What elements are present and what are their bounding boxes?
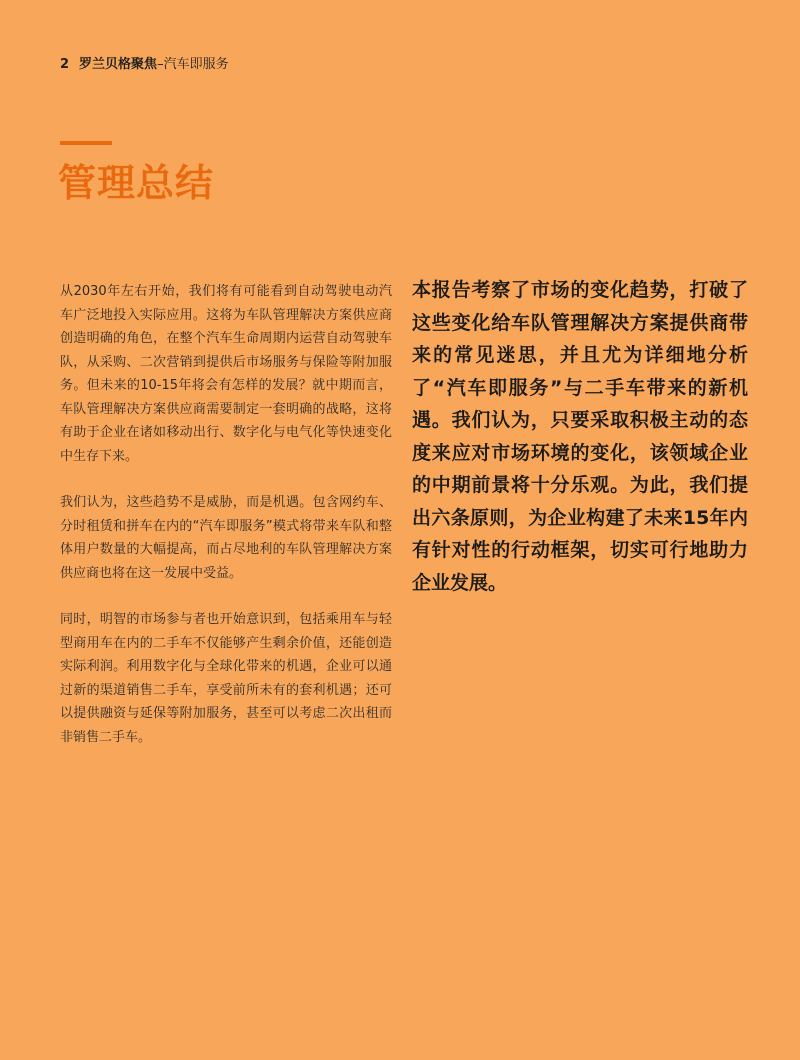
- body-column: [60, 280, 392, 772]
- title-accent-rule: [60, 141, 112, 145]
- running-header: [60, 56, 229, 74]
- page-title: 管理总结: [58, 161, 215, 205]
- body-paragraph: 同时，明智的市场参与者也开始意识到，包括乘用车与轻型商用车在内的二手车不仅能够产生剩余价值，还能创造实际利润。利用数字化与全球化带来的机遇，企业可以通过新的渠道销售二手车，享受前所未有的套利机遇；还可以提供融资与延保等附加服务，甚至可以考虑二次出租而非销售二手车。: [60, 612, 392, 745]
- page-number: 2: [60, 57, 70, 72]
- body-paragraph: 我们认为，这些趋势不是威胁，而是机遇。包含网约车、分时租赁和拼车在内的“汽车即服务”模式将带来车队和整体用户数量的大幅提高，而占尽地利的车队管理解决方案供应商也将在这一发展中受益。: [60, 495, 392, 581]
- brand-name: 罗兰贝格聚焦: [79, 57, 158, 72]
- lead-summary: 本报告考察了市场的变化趋势，打破了这些变化给车队管理解决方案提供商带来的常见迷思，并且尤为详细地分析了“汽车即服务”与二手车带来的新机遇。我们认为，只要采取积极主动的态度来应对市场环境的变化，该领域企业的中期前景将十分乐观。为此，我们提出六条原则，为企业构建了未来15年内有针对性的行动框架，切实可行地助力企业发展。: [412, 279, 748, 594]
- header-separator: –: [157, 57, 164, 72]
- body-paragraph: 从2030年左右开始，我们将有可能看到自动驾驶电动汽车广泛地投入实际应用。这将为车队管理解决方案供应商创造明确的角色，在整个汽车生命周期内运营自动驾驶车队，从采购、二次营销到提供后市场服务与保险等附加服务。但未来的10-15年将会有怎样的发展？就中期而言，车队管理解决方案供应商需要制定一套明确的战略，这将有助于企业在诸如移动出行、数字化与电气化等快速变化中生存下来。: [60, 284, 392, 464]
- header-subtitle: 汽车即服务: [163, 57, 229, 72]
